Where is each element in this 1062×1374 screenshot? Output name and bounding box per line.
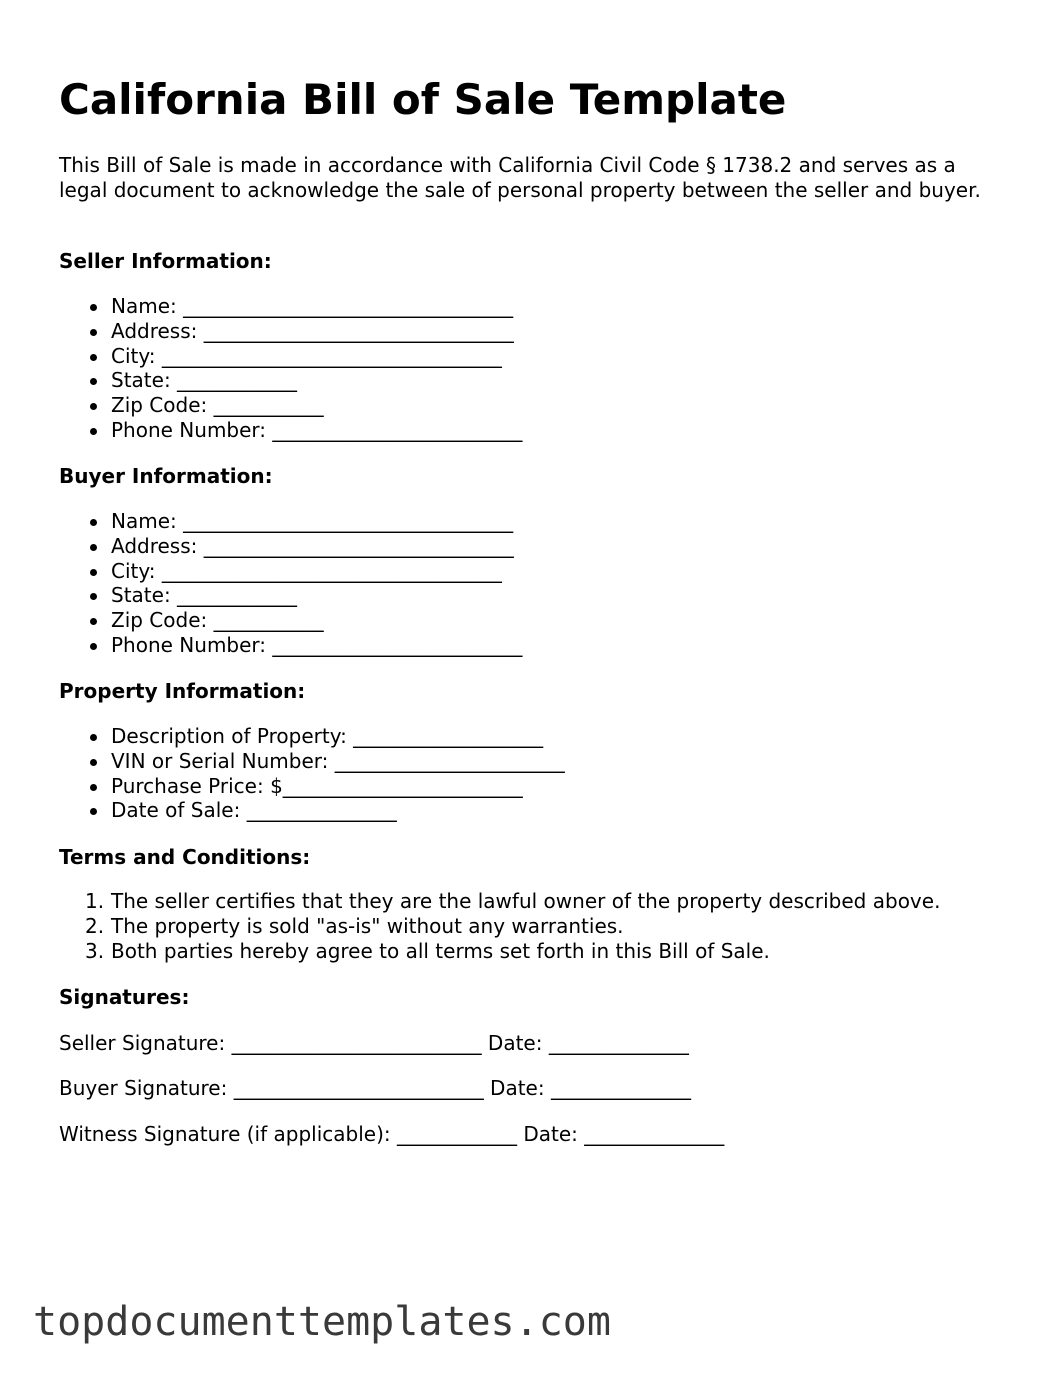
buyer-heading: Buyer Information: <box>59 464 273 488</box>
seller-state-field: State: ____________ <box>59 368 522 393</box>
term-number: 3. <box>85 938 105 963</box>
seller-zip-field: Zip Code: ___________ <box>59 393 522 418</box>
term-item <box>59 914 940 939</box>
property-date-field: Date of Sale: _______________ <box>59 798 565 823</box>
buyer-signature-line: Buyer Signature: _________________________ Date: ______________ <box>59 1076 691 1100</box>
terms-list <box>59 889 940 963</box>
term-number: 2. <box>85 913 105 938</box>
seller-phone-field: Phone Number: _________________________ <box>59 418 522 443</box>
term-item <box>59 939 940 964</box>
page-title: California Bill of Sale Template <box>59 75 787 124</box>
seller-fields <box>59 294 522 443</box>
seller-name-field: Name: _________________________________ <box>59 294 522 319</box>
seller-signature-line: Seller Signature: _________________________ Date: ______________ <box>59 1031 689 1055</box>
term-text: The seller certifies that they are the lawful owner of the property described above. <box>111 889 941 913</box>
buyer-city-field: City: __________________________________ <box>59 559 522 584</box>
buyer-fields <box>59 509 522 658</box>
buyer-zip-field: Zip Code: ___________ <box>59 608 522 633</box>
term-text: The property is sold "as-is" without any warranties. <box>111 913 624 938</box>
seller-city-field: City: __________________________________ <box>59 344 522 369</box>
term-text: Both parties hereby agree to all terms set forth in this Bill of Sale. <box>111 938 770 963</box>
property-vin-field: VIN or Serial Number: _______________________ <box>59 749 565 774</box>
witness-signature-line: Witness Signature (if applicable): ____________ Date: ______________ <box>59 1122 725 1146</box>
property-description-field: Description of Property: ___________________ <box>59 724 565 749</box>
property-heading: Property Information: <box>59 679 306 703</box>
signatures-heading: Signatures: <box>59 985 190 1009</box>
buyer-phone-field: Phone Number: _________________________ <box>59 633 522 658</box>
term-number: 1. <box>85 889 105 913</box>
seller-address-field: Address: _______________________________ <box>59 319 522 344</box>
seller-heading: Seller Information: <box>59 249 272 273</box>
buyer-address-field: Address: _______________________________ <box>59 534 522 559</box>
property-fields <box>59 724 565 823</box>
watermark: topdocumenttemplates.com <box>33 1299 611 1345</box>
term-item <box>59 889 940 914</box>
buyer-name-field: Name: _________________________________ <box>59 509 522 534</box>
terms-heading: Terms and Conditions: <box>59 845 311 869</box>
buyer-state-field: State: ____________ <box>59 583 522 608</box>
intro-paragraph: This Bill of Sale is made in accordance with California Civil Code § 1738.2 and serves as a legal document to acknowledge the sale of personal property between the seller and buyer. <box>59 153 981 202</box>
property-price-field: Purchase Price: $________________________ <box>59 774 565 799</box>
